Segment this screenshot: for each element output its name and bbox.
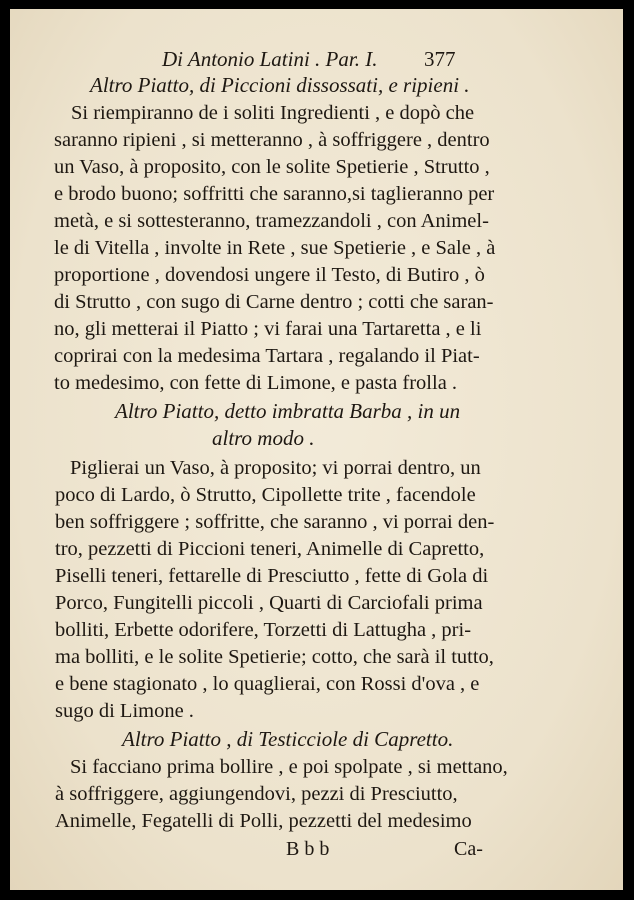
text-line: ben soffriggere ; soffritte, che saranno , vi porrai den- <box>55 511 495 533</box>
section-heading: Altro Piatto, di Piccioni dissossati, e ripieni . <box>90 73 470 97</box>
text-line: no, gli metterai il Piatto ; vi farai una Tartaretta , e li <box>54 318 482 340</box>
book-page <box>10 9 623 890</box>
text-line: e bene stagionato , lo quaglierai, con Rossi d'ova , e <box>55 673 480 695</box>
catchword: Ca- <box>454 838 483 860</box>
text-line: Porco, Fungitelli piccoli , Quarti di Carciofali prima <box>55 592 483 614</box>
text-line: e brodo buono; soffritti che saranno,si taglieranno per <box>54 183 495 205</box>
text-line: Si riempiranno de i soliti Ingredienti , e dopò che <box>71 102 475 124</box>
text-line: le di Vitella , involte in Rete , sue Spetierie , e Sale , à <box>54 237 496 259</box>
text-line: di Strutto , con sugo di Carne dentro ; cotti che saran- <box>54 291 494 313</box>
text-line: to medesimo, con fette di Limone, e pasta frolla . <box>54 372 458 394</box>
text-line: Piglierai un Vaso, à proposito; vi porrai dentro, un <box>70 457 481 479</box>
text-line: metà, e si sottesteranno, tramezzandoli , con Animel- <box>54 210 489 232</box>
text-line: un Vaso, à proposito, con le solite Spetierie , Strutto , <box>54 156 490 178</box>
section-heading: Altro Piatto, detto imbratta Barba , in un <box>115 399 461 423</box>
page-number: 377 <box>424 47 456 71</box>
text-line: Si facciano prima bollire , e poi spolpate , si mettano, <box>70 756 508 778</box>
text-line: Piselli teneri, fettarelle di Presciutto , fette di Gola di <box>55 565 489 587</box>
text-line: proportione , dovendosi ungere il Testo, di Butiro , ò <box>54 264 485 286</box>
text-line: Animelle, Fegatelli di Polli, pezzetti del medesimo <box>55 810 472 832</box>
text-line: tro, pezzetti di Piccioni teneri, Animelle di Capretto, <box>55 538 485 560</box>
section-heading-continued: altro modo . <box>212 426 315 450</box>
text-line: bolliti, Erbette odorifere, Torzetti di Lattugha , pri- <box>55 619 472 641</box>
running-title: Di Antonio Latini . Par. I. <box>162 47 378 71</box>
text-line: sugo di Limone . <box>55 700 194 722</box>
text-line: saranno ripieni , si metteranno , à soffriggere , dentro <box>54 129 490 151</box>
section-heading: Altro Piatto , di Testicciole di Capretto. <box>122 727 454 751</box>
text-line: coprirai con la medesima Tartara , regalando il Piat- <box>54 345 480 367</box>
text-line: poco di Lardo, ò Strutto, Cipollette trite , facendole <box>55 484 476 506</box>
text-line: à soffriggere, aggiungendovi, pezzi di Presciutto, <box>55 783 458 805</box>
signature-mark: B b b <box>286 838 330 860</box>
text-line: ma bolliti, e le solite Spetierie; cotto, che sarà il tutto, <box>55 646 494 668</box>
